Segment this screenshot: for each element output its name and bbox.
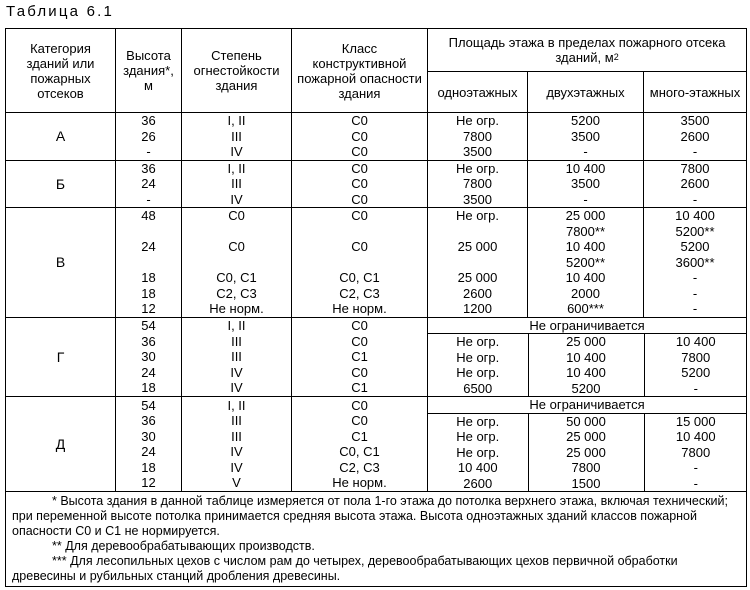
two-storey-cell [528, 414, 644, 492]
footnote-woodworking: ** Для деревообрабатывающих производств. [52, 539, 315, 553]
value: I, II [227, 318, 246, 333]
value: 7800 [571, 460, 601, 475]
value: 10 400 [565, 270, 606, 285]
fire-resistance-cell [182, 208, 292, 318]
value: 30 [141, 428, 156, 444]
height-cell [116, 160, 182, 208]
fire-resistance-cell [182, 160, 292, 208]
value: С0, С1 [216, 270, 257, 285]
value: С0 [351, 208, 368, 223]
value: Не огр. [456, 413, 500, 429]
value: Не норм. [209, 301, 264, 316]
value: 3600** [675, 254, 715, 270]
value: Не норм. [332, 301, 387, 316]
value: С0 [351, 191, 368, 207]
value: Не огр. [456, 365, 500, 380]
value: 50 000 [566, 413, 606, 429]
value: 600*** [567, 301, 604, 316]
two-storey-cell [528, 160, 644, 208]
value: С0 [351, 397, 368, 413]
one-storey-cell [428, 414, 528, 492]
value: С0 [228, 208, 245, 223]
value: С0 [351, 113, 368, 128]
value: Не огр. [456, 349, 500, 365]
value: 25 000 [566, 334, 606, 349]
area-block [428, 317, 747, 397]
value: - [146, 144, 151, 159]
value: III [231, 428, 242, 444]
value: 18 [141, 285, 156, 301]
value: I, II [227, 113, 246, 128]
value: 12 [141, 301, 156, 316]
value: Не огр. [456, 334, 500, 349]
value: 24 [141, 239, 156, 254]
header-area-sup: 2 [613, 52, 619, 62]
value: 7800 [681, 444, 711, 460]
category-cell: А [6, 113, 116, 161]
multi-storey-cell [644, 160, 747, 208]
table-row [6, 113, 747, 161]
value: - [692, 191, 698, 207]
value: 24 [141, 444, 156, 459]
value: 3500 [571, 176, 600, 191]
value: 30 [141, 349, 156, 364]
value: Не огр. [455, 208, 500, 223]
value: 48 [141, 208, 156, 223]
value: 7800 [681, 349, 711, 365]
one-storey-cell [428, 113, 528, 161]
category-cell: Б [6, 160, 116, 208]
value: IV [230, 144, 243, 159]
value: С0 [351, 333, 368, 349]
value: 2600 [463, 285, 492, 301]
value: С1 [351, 349, 368, 364]
value: 10 400 [566, 365, 606, 380]
one-storey-cell [428, 334, 528, 396]
value: С2, С3 [339, 285, 380, 301]
value: 5200** [565, 254, 606, 270]
footnote-height: * Высота здания в данной таблице измеряется от пола 1-го этажа до потолка верхнего этажа, включая технический; при переменной высоте потолка принимается средняя высота этажа. Высота одноэтажных зданий классов пожарной опасности С0 и С1 не нормируется. [12, 494, 728, 538]
multi-storey-cell [644, 208, 747, 318]
value: - [692, 285, 698, 301]
value: - [692, 270, 698, 285]
value: III [231, 128, 242, 144]
value: С2, С3 [339, 459, 380, 475]
value: - [692, 144, 698, 159]
value: 36 [141, 160, 156, 176]
value: 25 000 [566, 429, 606, 444]
value: С0 [351, 128, 368, 144]
value: V [232, 475, 241, 490]
value: 36 [141, 113, 156, 128]
value: 5200 [680, 239, 710, 254]
value: 2600 [680, 176, 710, 191]
class-cell [292, 113, 428, 161]
value: 18 [141, 459, 156, 475]
value: III [231, 333, 242, 349]
value: 3500 [571, 128, 600, 144]
value: 7800 [463, 128, 492, 144]
value: IV [230, 459, 243, 475]
subheader-multi-storey: много-этажных [644, 72, 747, 113]
value: С0 [351, 160, 368, 176]
value: 25 000 [565, 208, 606, 223]
value: - [692, 301, 698, 316]
value: Не норм. [332, 475, 387, 490]
header-floor-area [428, 29, 747, 72]
value: 7800 [463, 176, 492, 191]
multi-storey-cell [644, 334, 747, 396]
footnotes [6, 492, 747, 587]
header-construction-class: Класс конструктивной пожарной опасности здания [292, 29, 428, 113]
two-storey-cell [528, 113, 644, 161]
area-subtable [428, 414, 747, 492]
fire-resistance-cell [182, 317, 292, 397]
two-storey-cell [528, 334, 644, 396]
value: 10 400 [565, 160, 606, 176]
height-cell [116, 208, 182, 318]
area-block [428, 397, 747, 492]
value: 2600 [463, 475, 493, 491]
height-cell [116, 317, 182, 397]
value: 10 400 [566, 349, 606, 365]
two-storey-cell [528, 208, 644, 318]
value: С1 [351, 428, 368, 444]
value: 5200** [675, 223, 715, 239]
value [184, 224, 289, 240]
value: С0 [351, 176, 368, 191]
value: 5200 [571, 113, 600, 128]
value: 5200 [681, 365, 711, 380]
fire-compartment-table [5, 28, 747, 587]
value: 7800** [565, 223, 606, 239]
value: 3500 [680, 113, 710, 128]
value: 5200 [571, 380, 601, 396]
value: IV [230, 191, 243, 207]
multi-storey-cell [644, 414, 747, 492]
value: 36 [141, 413, 156, 428]
value: С0 [351, 239, 368, 254]
area-subtable [428, 334, 747, 396]
value: 26 [141, 128, 156, 144]
value: С0, С1 [339, 270, 380, 285]
multi-storey-cell [644, 113, 747, 161]
value: 3500 [463, 144, 492, 159]
header-category: Категория зданий или пожарных отсеков [6, 29, 116, 113]
footnote-sawmill: *** Для лесопильных цехов с числом рам до четырех, деревообрабатывающих цехов первичной обработки древесины и рубильных станций дробления древесины. [12, 554, 678, 583]
value [184, 255, 289, 271]
value: Не огр. [455, 160, 500, 176]
value: III [231, 413, 242, 428]
class-cell [292, 208, 428, 318]
unlimited-label: Не ограничивается [428, 397, 746, 414]
value: С0 [351, 364, 368, 380]
value: С0 [228, 239, 245, 254]
value: IV [230, 444, 243, 459]
value: Не огр. [456, 429, 500, 444]
value: III [231, 349, 242, 364]
header-area-text: Площадь этажа в пределах пожарного отсека зданий, м [448, 35, 726, 65]
height-cell [116, 397, 182, 492]
value: 18 [141, 270, 156, 285]
value: 6500 [463, 380, 493, 396]
category-cell: В [6, 208, 116, 318]
value: 25 000 [566, 444, 606, 460]
value [430, 255, 525, 271]
value: 1500 [571, 475, 601, 491]
value: 1200 [463, 301, 492, 316]
class-cell [292, 160, 428, 208]
value: 36 [141, 333, 156, 349]
value [294, 224, 425, 240]
value: IV [230, 380, 243, 395]
subheader-two-storey: двухэтажных [528, 72, 644, 113]
value: 7800 [680, 160, 710, 176]
header-fire-resistance: Степень огнестойкости здания [182, 29, 292, 113]
category-cell: Г [6, 317, 116, 397]
value: С1 [351, 380, 368, 395]
value: С0 [351, 413, 368, 428]
class-cell [292, 397, 428, 492]
value: 3500 [463, 191, 492, 207]
value: 54 [141, 397, 156, 413]
value: 2600 [680, 128, 710, 144]
category-cell: Д [6, 397, 116, 492]
value [430, 224, 525, 240]
fire-resistance-cell [182, 113, 292, 161]
table-title: Таблица 6.1 [6, 3, 115, 20]
value: 24 [141, 176, 156, 191]
value [294, 255, 425, 271]
table-row [6, 397, 747, 492]
table-row [6, 160, 747, 208]
height-cell [116, 113, 182, 161]
value: С0, С1 [339, 444, 380, 459]
value: Не огр. [456, 444, 500, 460]
value: С0 [351, 144, 368, 159]
class-cell [292, 317, 428, 397]
table-row [6, 208, 747, 318]
value: - [693, 460, 698, 475]
value: 25 000 [457, 239, 498, 254]
table-row [6, 317, 747, 397]
value: 10 400 [675, 429, 716, 444]
unlimited-label: Не ограничивается [428, 318, 746, 335]
value: 10 400 [675, 334, 716, 349]
subheader-one-storey: одноэтажных [428, 72, 528, 113]
value: I, II [227, 397, 246, 413]
value: 2000 [571, 285, 600, 301]
footnotes-row [6, 492, 747, 587]
value: 15 000 [675, 413, 716, 429]
value: 12 [141, 475, 156, 490]
value: III [231, 176, 242, 191]
value: - [583, 191, 588, 207]
value: - [693, 380, 698, 396]
value [118, 224, 179, 240]
value: 24 [141, 364, 156, 380]
fire-resistance-cell [182, 397, 292, 492]
value: 10 400 [675, 208, 715, 223]
value: - [693, 475, 698, 491]
value: - [583, 144, 588, 159]
value: 10 400 [565, 239, 606, 254]
value: 25 000 [457, 270, 498, 285]
value: С2, С3 [216, 285, 257, 301]
header-height: Высота здания*, м [116, 29, 182, 113]
value: I, II [227, 160, 246, 176]
one-storey-cell [428, 160, 528, 208]
value: Не огр. [455, 113, 500, 128]
one-storey-cell [428, 208, 528, 318]
value [118, 255, 179, 271]
value: С0 [351, 318, 368, 333]
value: 18 [141, 380, 156, 395]
value: - [146, 191, 151, 207]
value: 54 [141, 318, 156, 333]
value: 10 400 [457, 460, 498, 475]
value: IV [230, 364, 243, 380]
